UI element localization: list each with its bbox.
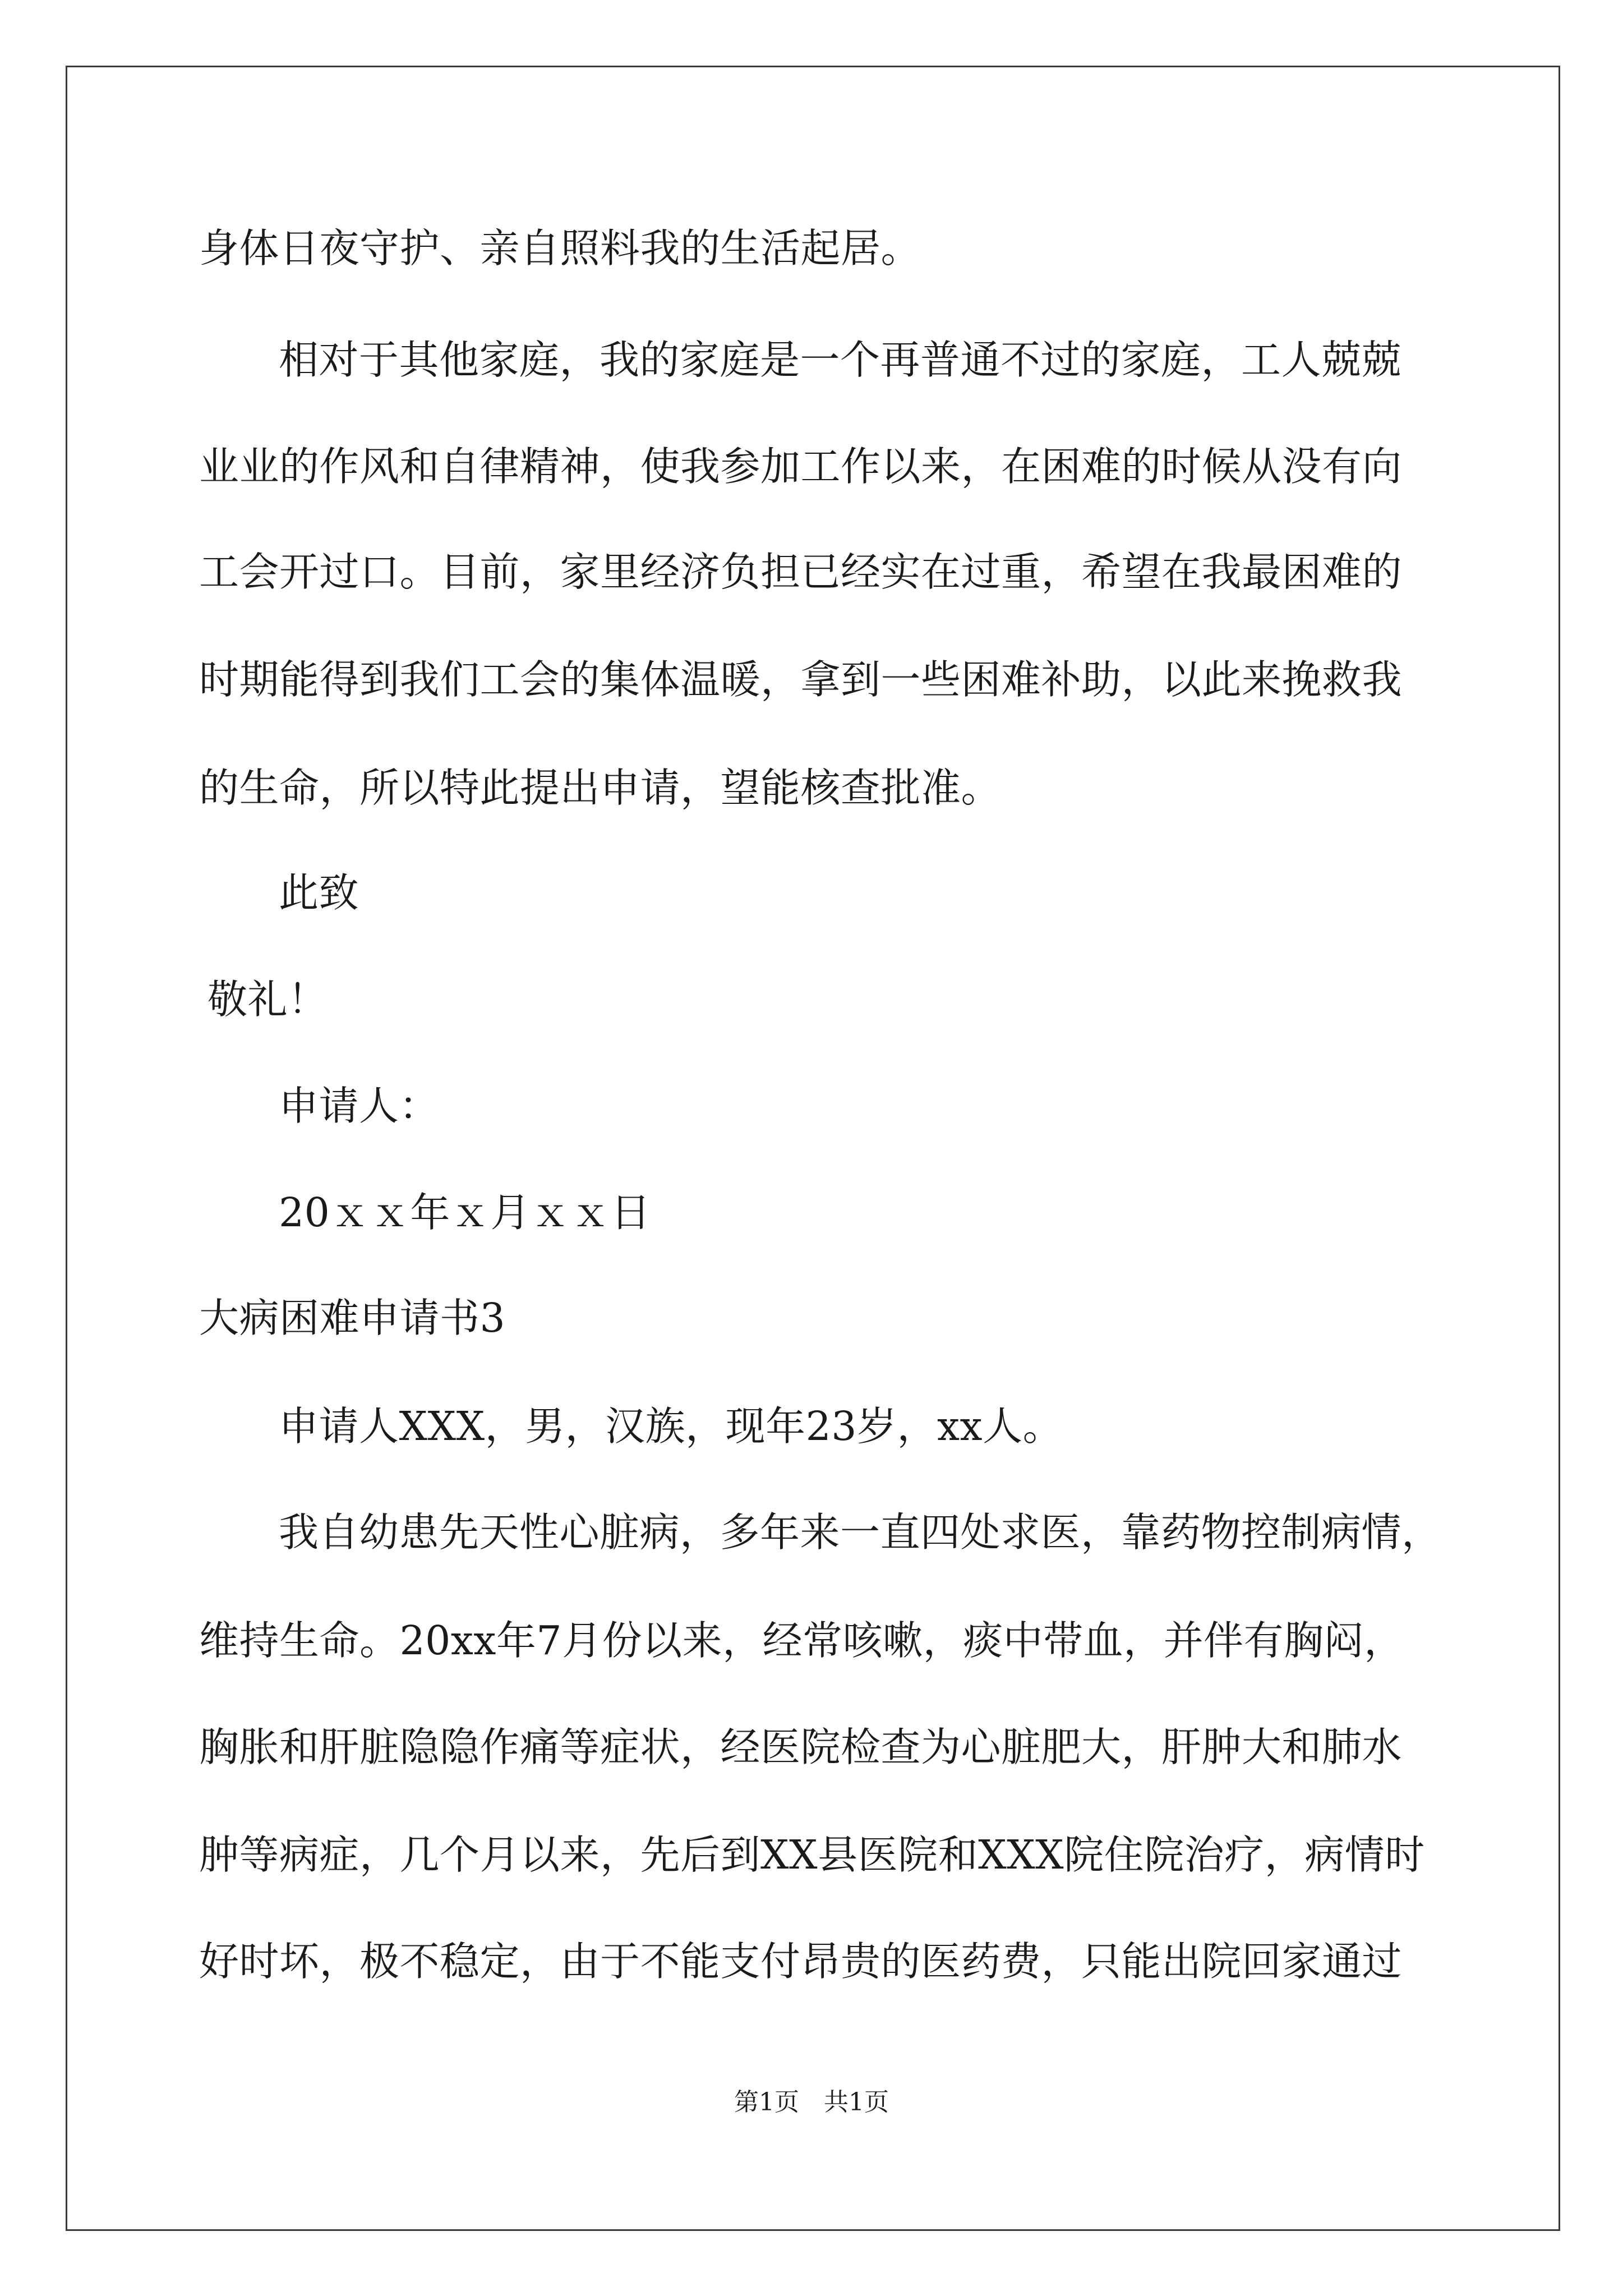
page-number-footer: 第1页 共1页	[734, 2088, 889, 2116]
text-line: 工会开过口。目前，家里经济负担已经实在过重，希望在我最困难的	[199, 549, 1403, 595]
text-line: 胸胀和肝脏隐隐作痛等症状，经医院检查为心脏肥大，肝肿大和肺水	[199, 1724, 1403, 1770]
section-title: 大病困难申请书3	[199, 1295, 506, 1341]
date-line: 20ｘｘ年ｘ月ｘｘ日	[279, 1189, 651, 1236]
text-line: 的生命，所以特此提出申请，望能核查批准。	[199, 765, 1002, 811]
text-line: 业业的作风和自律精神，使我参加工作以来，在困难的时候从没有向	[199, 443, 1403, 490]
text-line: 身体日夜守护、亲自照料我的生活起居。	[199, 225, 921, 272]
text-line: 好时坏，极不稳定，由于不能支付昂贵的医药费，只能出院回家通过	[199, 1938, 1403, 1985]
text-line: 维持生命。20xx年7月份以来，经常咳嗽，痰中带血，并伴有胸闷，	[199, 1617, 1404, 1664]
text-line: 时期能得到我们工会的集体温暖，拿到一些困难补助，以此来挽救我	[199, 656, 1403, 703]
paragraph-start: 相对于其他家庭，我的家庭是一个再普通不过的家庭，工人兢兢	[279, 337, 1402, 383]
page-border	[66, 66, 1560, 2231]
paragraph-start: 申请人XXX，男，汉族，现年23岁，xx人。	[279, 1403, 1063, 1450]
paragraph-start: 我自幼患先天性心脏病，多年来一直四处求医，靠药物控制病情，	[279, 1509, 1442, 1556]
closing-regards: 敬礼！	[208, 976, 328, 1023]
text-line: 肿等病症，几个月以来，先后到XX县医院和XXX院住院治疗，病情时	[199, 1832, 1425, 1878]
applicant-signature-label: 申请人：	[279, 1083, 440, 1129]
closing-salutation: 此致	[279, 869, 359, 916]
